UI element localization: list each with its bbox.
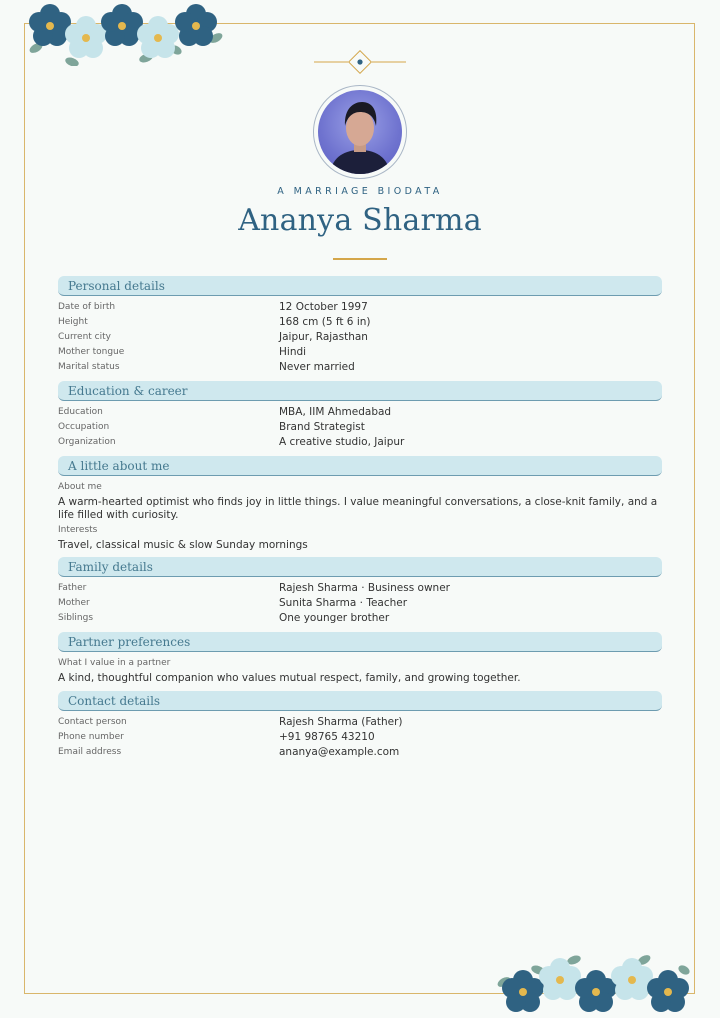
document-eyebrow: A MARRIAGE BIODATA: [277, 186, 443, 197]
section-heading: Contact details: [58, 691, 662, 711]
section-heading: A little about me: [58, 456, 662, 476]
detail-row: [58, 300, 662, 315]
detail-label: Contact person: [58, 717, 127, 727]
detail-label: Organization: [58, 437, 116, 447]
detail-row: [58, 315, 662, 330]
detail-value: Rajesh Sharma (Father): [279, 716, 403, 728]
detail-row: [58, 715, 662, 730]
about-label: About me: [58, 482, 102, 492]
section-personal-details: [58, 276, 662, 375]
profile-photo: [318, 90, 402, 174]
detail-label: Occupation: [58, 422, 110, 432]
detail-label: Mother tongue: [58, 347, 125, 357]
detail-value: Brand Strategist: [279, 421, 365, 433]
detail-label: Height: [58, 317, 88, 327]
detail-label: Current city: [58, 332, 111, 342]
detail-value: One younger brother: [279, 612, 390, 624]
portrait-icon: [318, 90, 402, 174]
partner-text: A kind, thoughtful companion who values mutual respect, family, and growing together.: [58, 672, 521, 684]
profile-photo-frame: [313, 85, 407, 179]
interests-label: Interests: [58, 525, 98, 535]
detail-row: [58, 611, 662, 626]
section-partner-preferences: [58, 632, 662, 685]
detail-value: Rajesh Sharma · Business owner: [279, 582, 450, 594]
section-heading: Personal details: [58, 276, 662, 296]
page-title: Ananya Sharma: [238, 203, 482, 238]
detail-value: A creative studio, Jaipur: [279, 436, 405, 448]
detail-value: +91 98765 43210: [279, 731, 375, 743]
section-heading: Partner preferences: [58, 632, 662, 652]
detail-row: [58, 730, 662, 745]
detail-value: Jaipur, Rajasthan: [279, 331, 368, 343]
title-divider: [333, 258, 387, 260]
section-heading: Education & career: [58, 381, 662, 401]
detail-label: Marital status: [58, 362, 120, 372]
about-text: A warm-hearted optimist who finds joy in little things. I value meaningful conversations, a close-knit family, and a life filled with curiosity.: [58, 496, 658, 521]
detail-value: 168 cm (5 ft 6 in): [279, 316, 371, 328]
flower-cluster-top-left-icon: [26, 2, 226, 66]
detail-value: MBA, IIM Ahmedabad: [279, 406, 392, 418]
section-education-career: [58, 381, 662, 450]
detail-row: [58, 581, 662, 596]
detail-row: [58, 745, 662, 760]
detail-label: Date of birth: [58, 302, 116, 312]
detail-row: [58, 596, 662, 611]
detail-label: Phone number: [58, 732, 124, 742]
detail-row: [58, 420, 662, 435]
detail-label: Father: [58, 583, 87, 593]
detail-label: Siblings: [58, 613, 94, 623]
detail-value: Sunita Sharma · Teacher: [279, 597, 408, 609]
section-about-me: [58, 456, 662, 552]
interests-text: Travel, classical music & slow Sunday mornings: [58, 539, 308, 551]
section-heading: Family details: [58, 557, 662, 577]
detail-row: [58, 345, 662, 360]
detail-value: ananya@example.com: [279, 746, 400, 758]
detail-row: [58, 330, 662, 345]
detail-value: 12 October 1997: [279, 301, 368, 313]
flower-cluster-bottom-right-icon: [494, 952, 694, 1016]
detail-row: [58, 435, 662, 450]
detail-label: Mother: [58, 598, 90, 608]
detail-row: [58, 405, 662, 420]
detail-row: [58, 360, 662, 375]
detail-value: Hindi: [279, 346, 307, 358]
section-family-details: [58, 557, 662, 626]
partner-label: What I value in a partner: [58, 658, 171, 668]
section-contact-details: [58, 691, 662, 760]
diamond-ornament-icon: [314, 50, 406, 74]
detail-label: Education: [58, 407, 103, 417]
detail-label: Email address: [58, 747, 122, 757]
detail-value: Never married: [279, 361, 355, 373]
